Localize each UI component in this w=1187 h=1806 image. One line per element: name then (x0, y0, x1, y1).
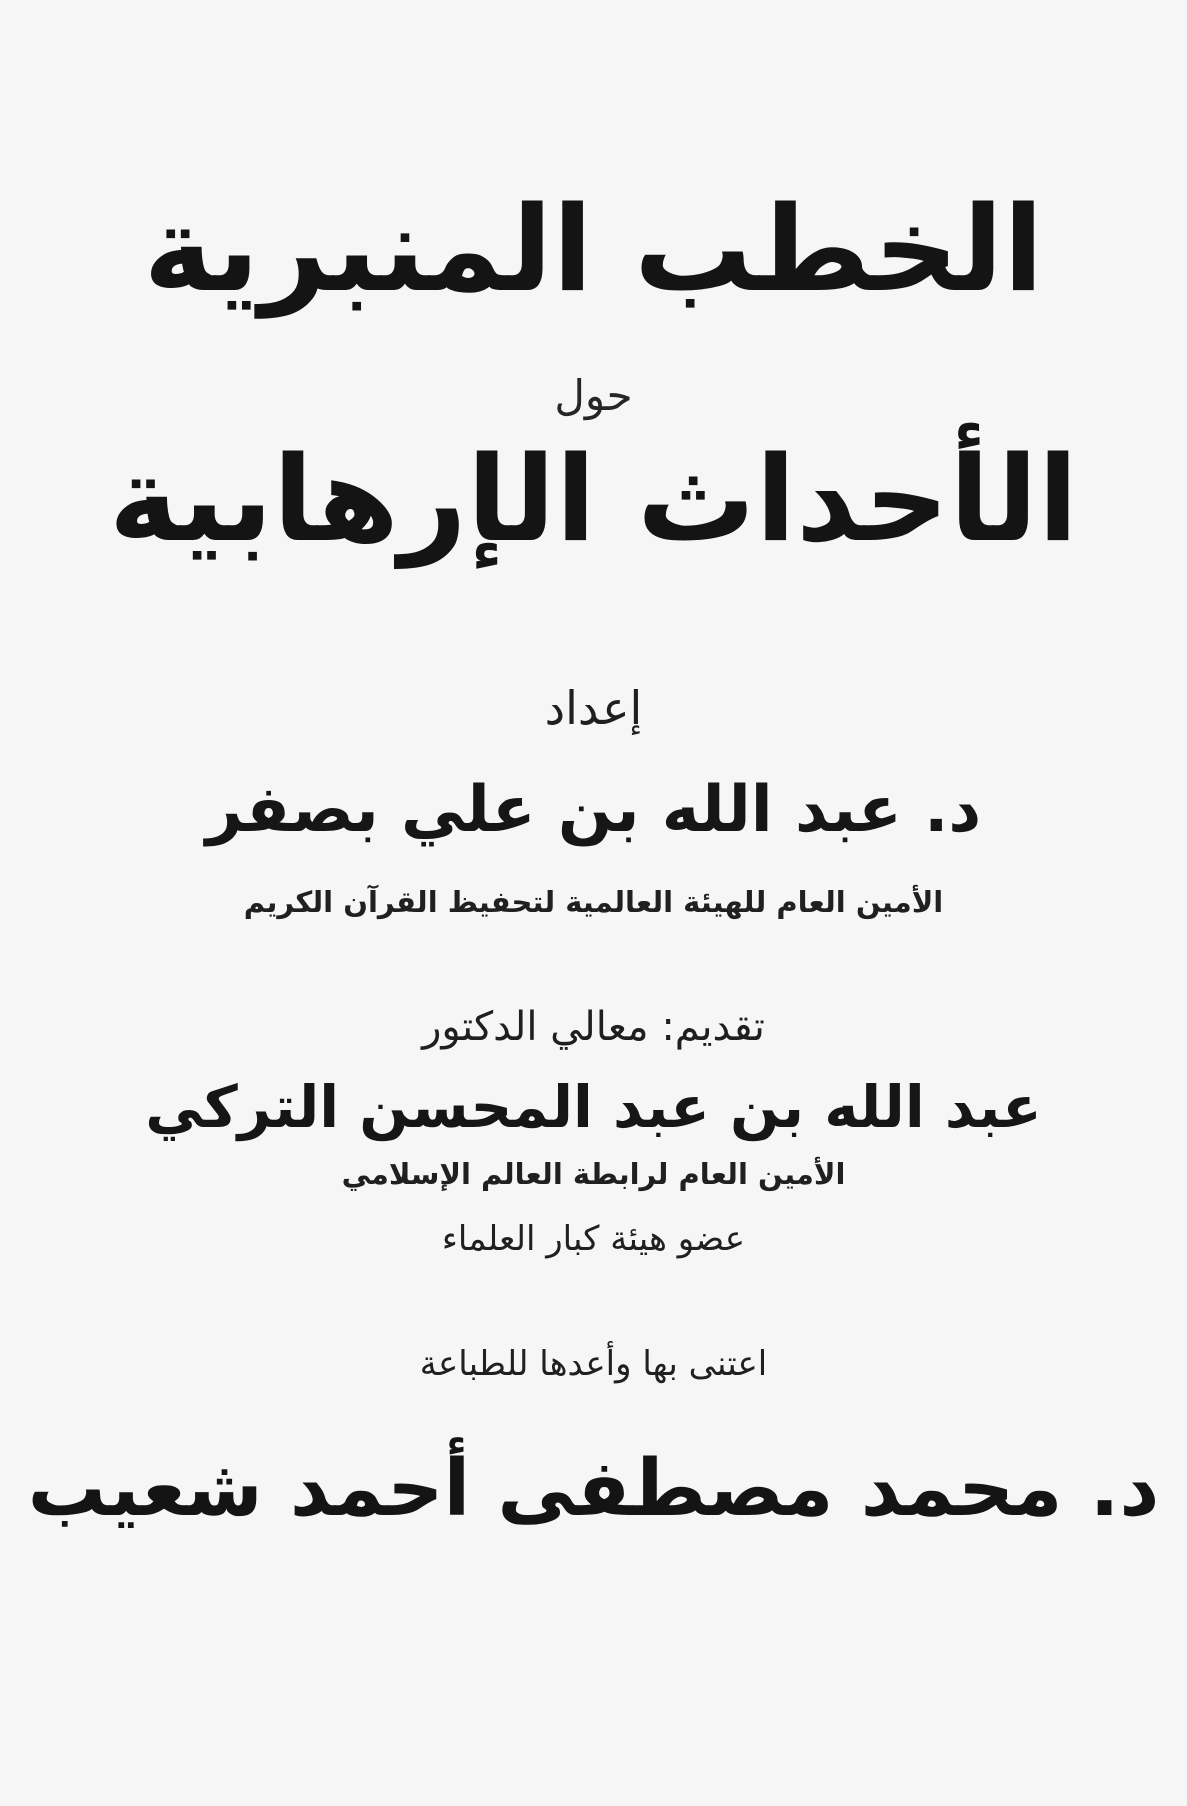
author-name: د. عبد الله بن علي بصفر (205, 773, 982, 847)
introducer-membership: عضو هيئة كبار العلماء (441, 1219, 746, 1259)
introducer-position: الأمين العام لرابطة العالم الإسلامي (341, 1157, 846, 1191)
prepared-by-label: إعداد (544, 681, 643, 735)
introducer-name: عبد الله بن عبد المحسن التركي (145, 1073, 1042, 1141)
author-position: الأمين العام للهيئة العالمية لتحفيظ القرآن الكريم (243, 885, 944, 919)
book-subtitle: الأحداث الإرهابية (108, 430, 1079, 568)
title-connector: حول (554, 371, 633, 420)
book-title: الخطب المنبرية (143, 180, 1044, 318)
introduction-label: تقديم: معالي الدكتور (422, 1004, 765, 1050)
editor-label: اعتنى بها وأعدها للطباعة (419, 1344, 768, 1384)
editor-name: د. محمد مصطفى أحمد شعيب (27, 1444, 1160, 1534)
